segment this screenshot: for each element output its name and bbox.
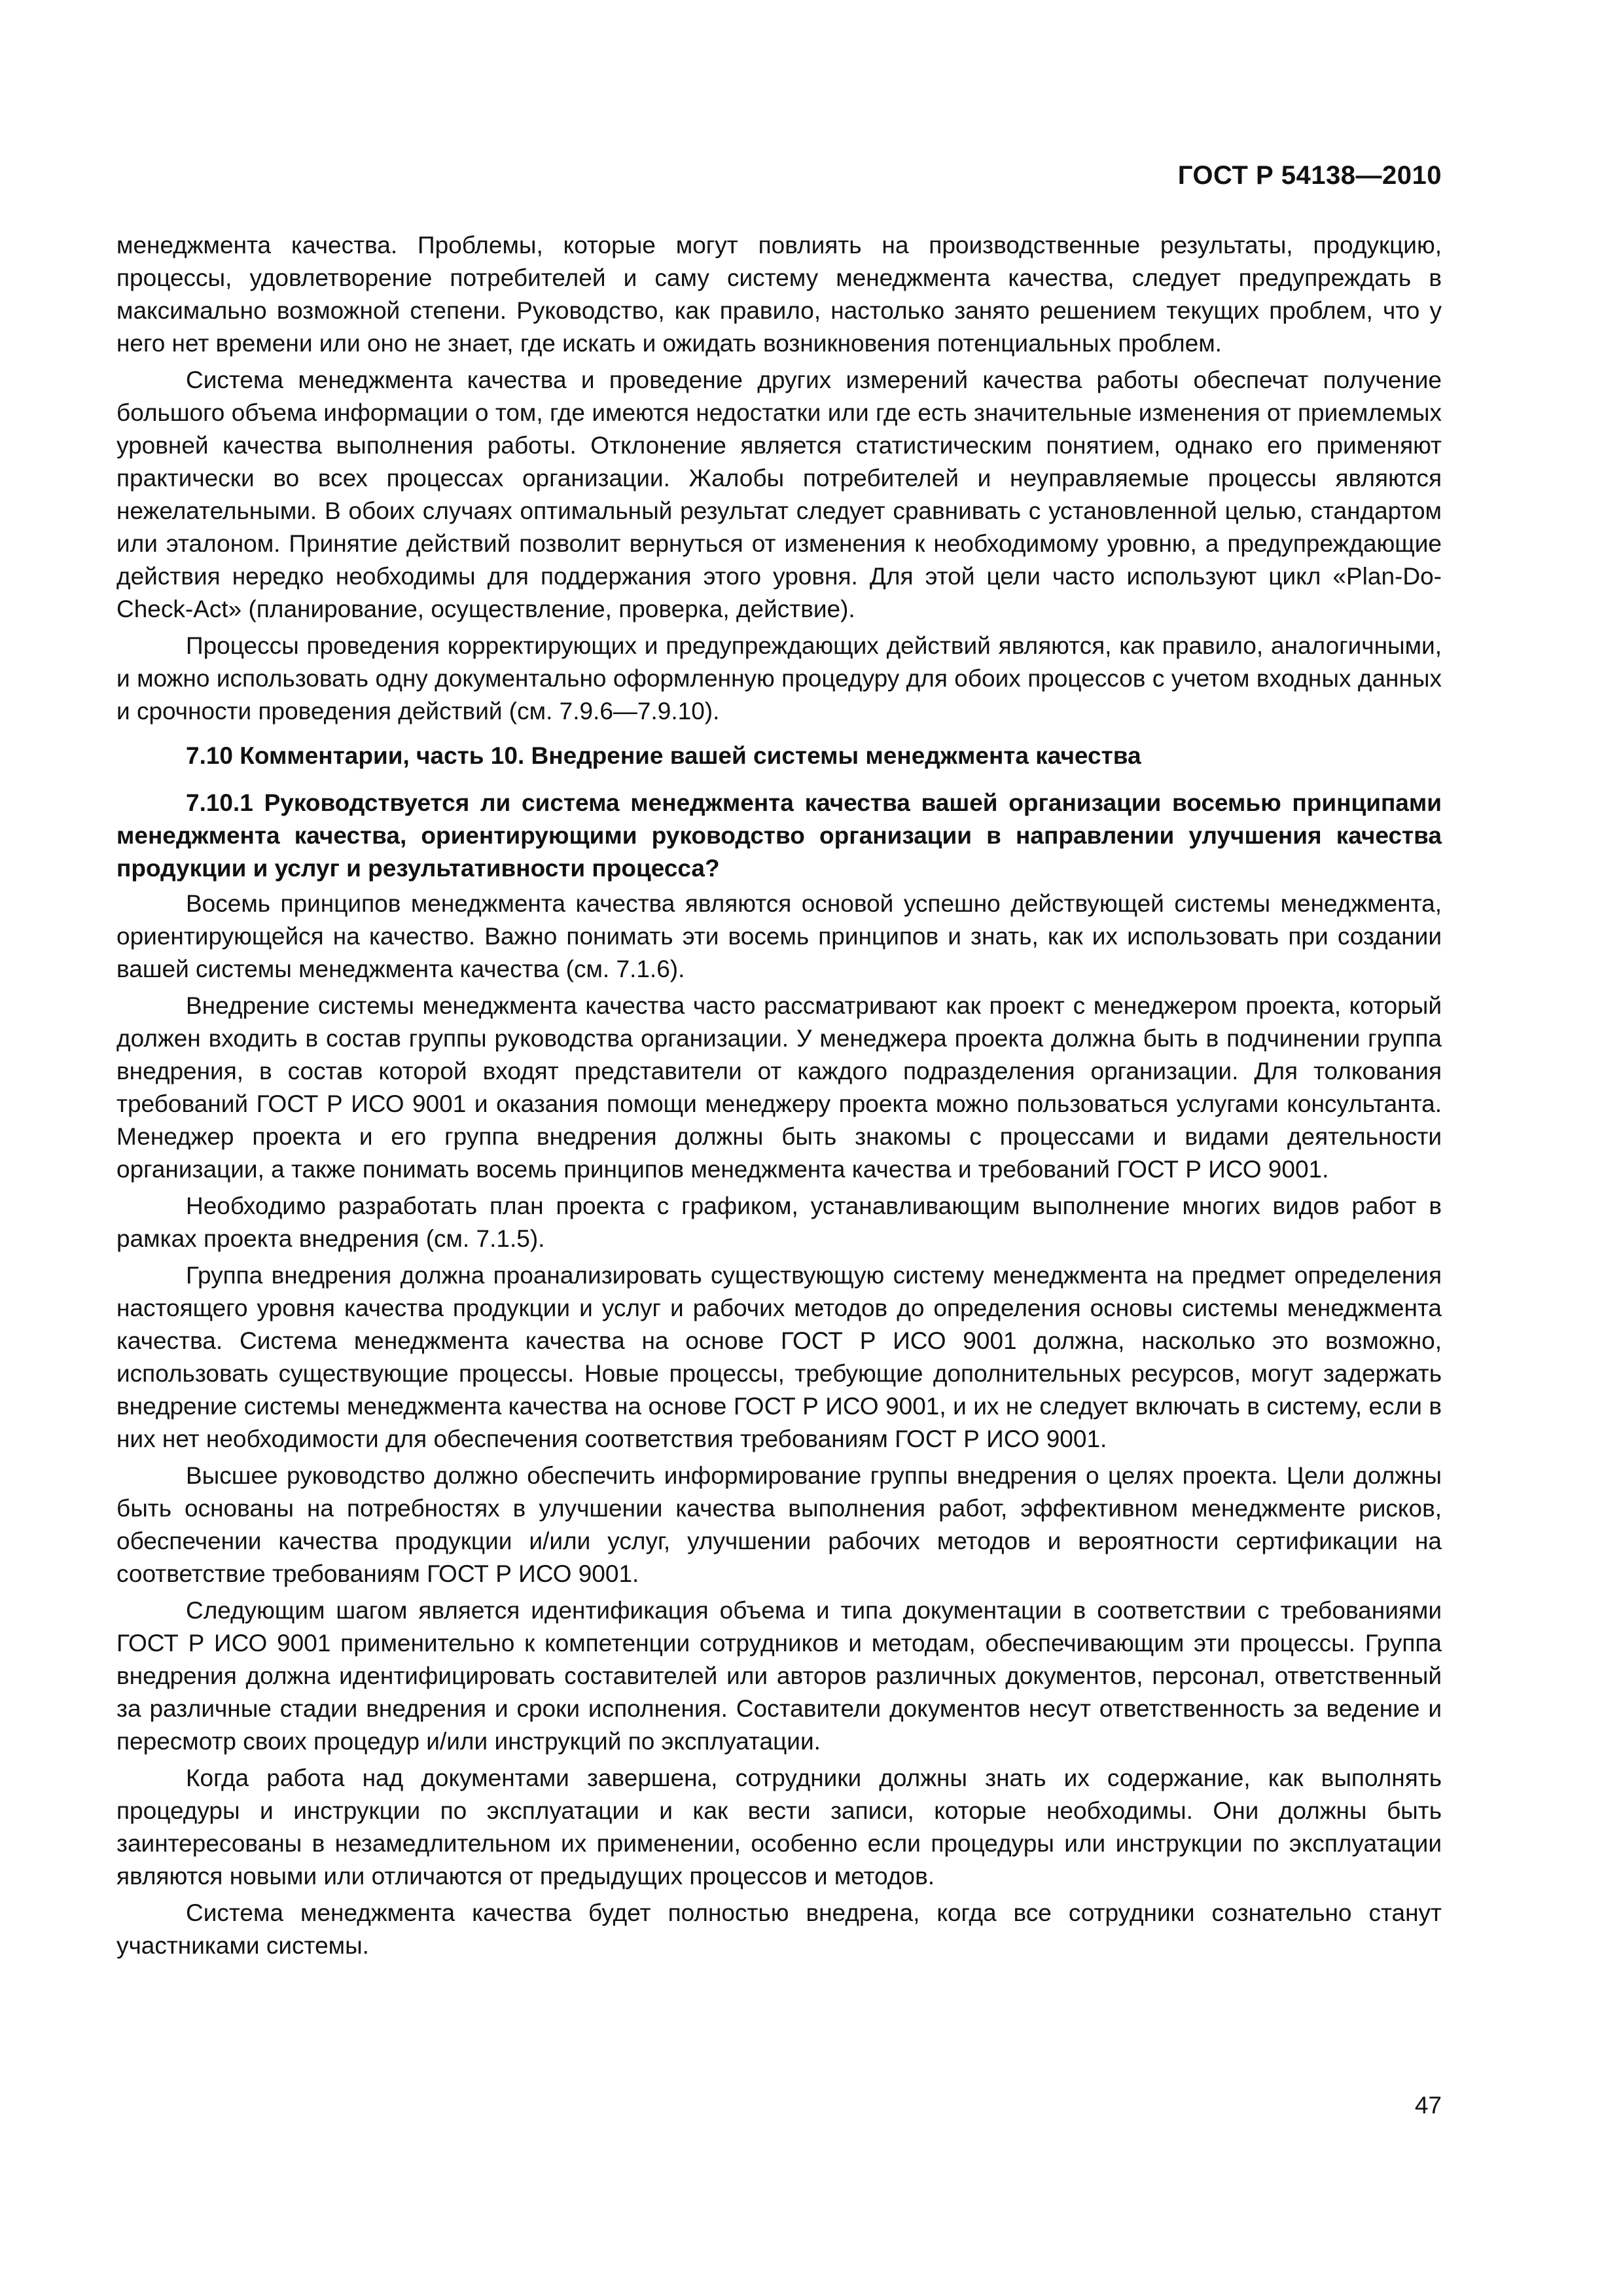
page-footer: [1415, 2092, 1442, 2119]
paragraph: Следующим шагом является идентификация объема и типа документации в соответствии с требованиями ГОСТ Р ИСО 9001 применительно к компетенции сотрудников и методам, обеспечивающим эти процессы. Группа внедрения должна идентифицировать составителей или авторов различных документов, персонал, ответственный за различные стадии внедрения и сроки исполнения. Составители документов несут ответственность за ведение и пересмотр своих процедур и/или инструкций по эксплуатации.: [116, 1597, 1442, 1755]
paragraph: Группа внедрения должна проанализировать существующую систему менеджмента на предмет определения настоящего уровня качества продукции и услуг и рабочих методов до определения основы системы менеджмента качества. Система менеджмента качества на основе ГОСТ Р ИСО 9001 должна, насколько это возможно, использовать существующие процессы. Новые процессы, требующие дополнительных ресурсов, могут задержать внедрение системы менеджмента качества на основе ГОСТ Р ИСО 9001, и их не следует включать в систему, если в них нет необходимости для обеспечения соответствия требованиям ГОСТ Р ИСО 9001.: [116, 1262, 1442, 1452]
paragraph: Высшее руководство должно обеспечить информирование группы внедрения о целях проекта. Цели должны быть основаны на потребностях в улучшении качества выполнения работ, эффективном менеджменте рисков, обеспечении качества продукции и/или услуг, улучшении рабочих методов и вероятности сертификации на соответствие требованиям ГОСТ Р ИСО 9001.: [116, 1462, 1442, 1587]
paragraph: Процессы проведения корректирующих и предупреждающих действий являются, как правило, аналогичными, и можно использовать одну документально оформленную процедуру для обоих процессов с учетом входных данных и срочности проведения действий (см. 7.9.6—7.9.10).: [116, 632, 1442, 725]
paragraph: Система менеджмента качества будет полностью внедрена, когда все сотрудники сознательно станут участниками системы.: [116, 1899, 1442, 1959]
section-heading: 7.10 Комментарии, часть 10. Внедрение вашей системы менеджмента качества: [186, 742, 1141, 769]
subsection-heading: 7.10.1 Руководствуется ли система менеджмента качества вашей организации восемью принципами менеджмента качества, ориентирующими руководство организации в направлении улучшения качества продукции и услуг и результативности процесса?: [116, 789, 1442, 882]
page-number: 47: [1414, 2092, 1442, 2119]
paragraph: Восемь принципов менеджмента качества являются основой успешно действующей системы менеджмента, ориентирующейся на качество. Важно понимать эти восемь принципов и знать, как их использовать при создании вашей системы менеджмента качества (см. 7.1.6).: [116, 890, 1442, 982]
document-body: [116, 229, 1442, 1966]
paragraph: Внедрение системы менеджмента качества часто рассматривают как проект с менеджером проекта, который должен входить в состав группы руководства организации. У менеджера проекта должна быть в подчинении группа внедрения, в состав которой входят представители от каждого подразделения организации. Для толкования требований ГОСТ Р ИСО 9001 и оказания помощи менеджеру проекта можно пользоваться услугами консультанта. Менеджер проекта и его группа внедрения должны быть знакомы с процессами и видами деятельности организации, а также понимать восемь принципов менеджмента качества и требований ГОСТ Р ИСО 9001.: [116, 992, 1442, 1183]
paragraph-continued: менеджмента качества. Проблемы, которые могут повлиять на производственные результаты, продукцию, процессы, удовлетворение потребителей и саму систему менеджмента качества, следует предупреждать в максимально возможной степени. Руководство, как правило, настолько занято решением текущих проблем, что у него нет времени или оно не знает, где искать и ожидать возникновения потенциальных проблем.: [116, 232, 1442, 357]
paragraph: Необходимо разработать план проекта с графиком, устанавливающим выполнение многих видов работ в рамках проекта внедрения (см. 7.1.5).: [116, 1193, 1442, 1252]
document-header: [1178, 161, 1442, 190]
standard-designation: ГОСТ Р 54138—2010: [1177, 161, 1442, 190]
paragraph: Когда работа над документами завершена, сотрудники должны знать их содержание, как выполнять процедуры и инструкции по эксплуатации и как вести записи, которые необходимы. Они должны быть заинтересованы в незамедлительном их применении, особенно если процедуры или инструкции по эксплуатации являются новыми или отличаются от предыдущих процессов и методов.: [116, 1765, 1442, 1890]
paragraph: Система менеджмента качества и проведение других измерений качества работы обеспечат получение большого объема информации о том, где имеются недостатки или где есть значительные изменения от приемлемых уровней качества выполнения работы. Отклонение является статистическим понятием, однако его применяют практически во всех процессах организации. Жалобы потребителей и неуправляемые процессы являются нежелательными. В обоих случаях оптимальный результат следует сравнивать с установленной целью, стандартом или эталоном. Принятие действий позволит вернуться от изменения к необходимому уровню, а предупреждающие действия нередко необходимы для поддержания этого уровня. Для этой цели часто используют цикл «Plan-Do-Check-Act» (планирование, осуществление, проверка, действие).: [116, 367, 1442, 622]
document-page: [116, 0, 1442, 2296]
